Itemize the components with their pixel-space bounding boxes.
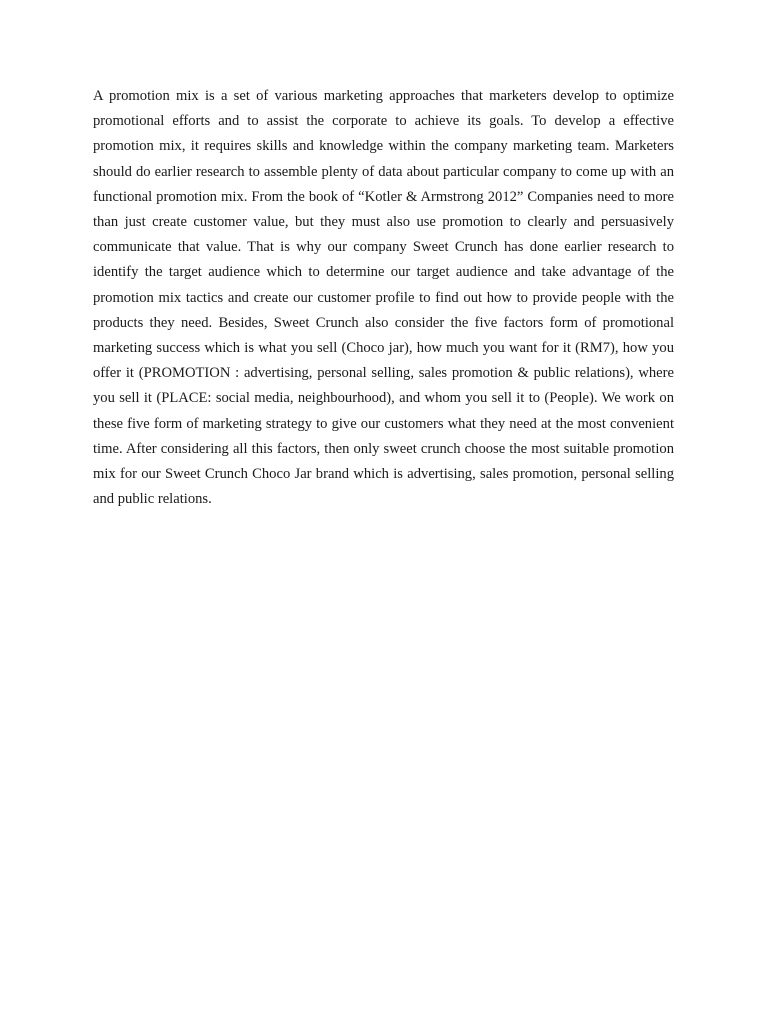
body-paragraph: A promotion mix is a set of various marketing approaches that marketers develop to optimize promotional efforts and to assist the corporate to achieve its goals. To develop a effective promotion mix, it requires skills and knowledge within the company marketing team. Marketers should do earlier research to assemble plenty of data about particular company to come up with an functional promotion mix. From the book of “Kotler & Armstrong 2012” Companies need to more than just create customer value, but they must also use promotion to clearly and persuasively communicate that value. That is why our company Sweet Crunch has done earlier research to identify the target audience which to determine our target audience and take advantage of the promotion mix tactics and create our customer profile to find out how to provide people with the products they need. Besides, Sweet Crunch also consider the five factors form of promotional marketing success which is what you sell (Choco jar), how much you want for it (RM7), how you offer it (PROMOTION : advertising, personal selling, sales promotion & public relations), where you sell it (PLACE: social media, neighbourhood), and whom you sell it to (People). We work on these five form of marketing strategy to give our customers what they need at the most convenient time. After considering all this factors, then only sweet crunch choose the most suitable promotion mix for our Sweet Crunch Choco Jar brand which is advertising, sales promotion, personal selling and public relations. [93,88,674,508]
